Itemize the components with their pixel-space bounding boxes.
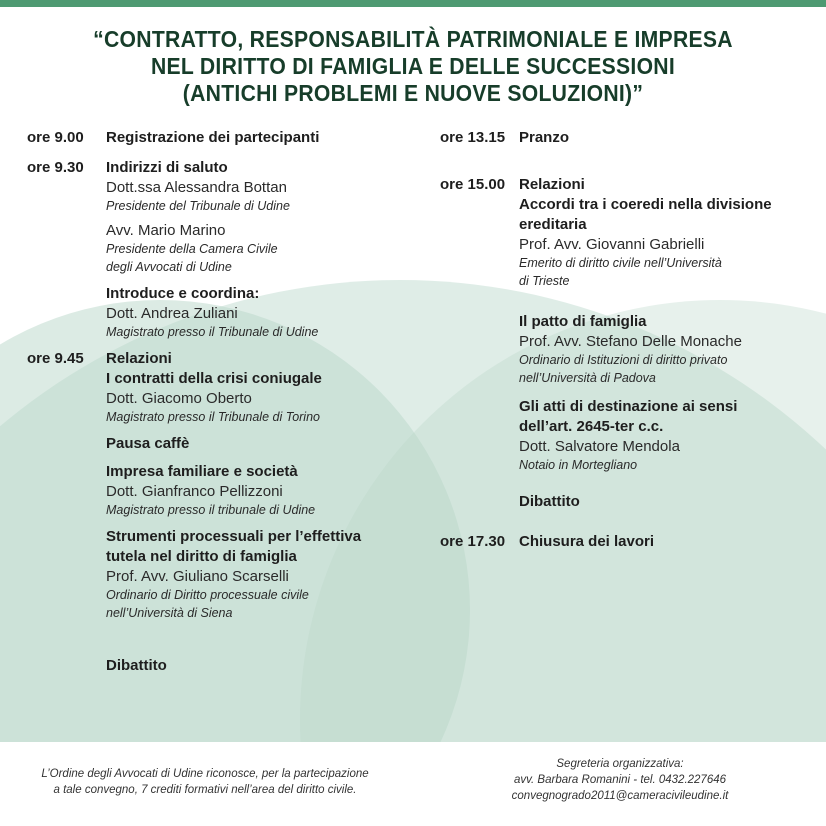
slot-heading: Pranzo — [519, 129, 570, 146]
slot-time: ore 15.00 — [440, 176, 506, 193]
speaker-name: Dott. Salvatore Mendola — [519, 438, 680, 455]
talk-title: ereditaria — [519, 216, 587, 233]
credits-note — [40, 766, 370, 798]
slot-time: ore 17.30 — [440, 533, 506, 550]
slot-afternoon-talks — [440, 175, 820, 512]
secretariat-contact: avv. Barbara Romanini - tel. 0432.227646 — [513, 774, 727, 786]
speaker-role: Magistrato presso il Tribunale di Torino — [106, 410, 320, 424]
debate: Dibattito — [106, 657, 167, 674]
talk-title: Impresa familiare e società — [106, 463, 298, 480]
speaker-role: nell’Università di Siena — [106, 606, 233, 620]
slot-time: ore 9.30 — [27, 159, 84, 176]
slot-heading: Relazioni — [519, 176, 585, 193]
speaker-role: Ordinario di Diritto processuale civile — [106, 588, 309, 602]
speaker-role: Presidente della Camera Civile — [106, 242, 278, 256]
organizing-secretariat — [470, 756, 770, 804]
title-line-1: “CONTRATTO, RESPONSABILITÀ PATRIMONIALE E IMPRESA — [93, 26, 733, 52]
speaker-role: Presidente del Tribunale di Udine — [106, 199, 290, 213]
talk-title: Il patto di famiglia — [519, 313, 647, 330]
secretariat-email[interactable]: convegnogrado2011@cameracivileudine.it — [511, 790, 729, 802]
slot-lunch — [440, 128, 820, 148]
intro-heading: Introduce e coordina: — [106, 285, 260, 302]
talk-title: tutela nel diritto di famiglia — [106, 548, 297, 565]
slot-morning-talks — [27, 349, 407, 676]
slot-registration — [27, 128, 407, 148]
slot-time: ore 9.00 — [27, 129, 84, 146]
slot-greetings — [27, 158, 407, 341]
speaker-role: degli Avvocati di Udine — [106, 260, 232, 274]
secretariat-label: Segreteria organizzativa: — [556, 758, 684, 770]
slot-time: ore 13.15 — [440, 129, 506, 146]
speaker-role: di Trieste — [519, 274, 570, 288]
speaker-name: Dott.ssa Alessandra Bottan — [106, 179, 287, 196]
speaker-role: Notaio in Mortegliano — [519, 458, 638, 472]
speaker-name: Dott. Gianfranco Pellizzoni — [106, 483, 283, 500]
slot-heading: Indirizzi di saluto — [106, 159, 228, 176]
slot-heading: Chiusura dei lavori — [519, 533, 655, 550]
debate: Dibattito — [519, 493, 580, 510]
coffee-break: Pausa caffè — [106, 435, 190, 452]
talk-title: I contratti della crisi coniugale — [106, 370, 322, 387]
talk-title: dell’art. 2645-ter c.c. — [519, 418, 664, 435]
talk-title: Gli atti di destinazione ai sensi — [519, 398, 738, 415]
talk-title: Accordi tra i coeredi nella divisione — [519, 196, 772, 213]
speaker-role: Magistrato presso il tribunale di Udine — [106, 503, 316, 517]
speaker-role: nell’Università di Padova — [519, 371, 656, 385]
slot-heading: Registrazione dei partecipanti — [106, 129, 320, 146]
slot-heading: Relazioni — [106, 350, 172, 367]
speaker-name: Prof. Avv. Stefano Delle Monache — [519, 333, 742, 350]
speaker-name: Prof. Avv. Giovanni Gabrielli — [519, 236, 705, 253]
event-title — [33, 26, 793, 107]
speaker-role: Ordinario di Istituzioni di diritto privato — [519, 353, 728, 367]
credits-line-1: L’Ordine degli Avvocati di Udine riconosce, per la partecipazione — [41, 768, 369, 780]
title-line-2: NEL DIRITTO DI FAMIGLIA E DELLE SUCCESSIONI — [150, 53, 676, 79]
speaker-role: Emerito di diritto civile nell’Università — [519, 256, 722, 270]
speaker-name: Dott. Andrea Zuliani — [106, 305, 238, 322]
speaker-name: Dott. Giacomo Oberto — [106, 390, 252, 407]
speaker-name: Prof. Avv. Giuliano Scarselli — [106, 568, 289, 585]
slot-closing — [440, 532, 820, 552]
program-right-column — [440, 128, 820, 552]
talk-title: Strumenti processuali per l’effettiva — [106, 528, 362, 545]
program-left-column — [27, 128, 407, 676]
speaker-name: Avv. Mario Marino — [106, 222, 226, 239]
title-line-3: (ANTICHI PROBLEMI E NUOVE SOLUZIONI)” — [182, 80, 644, 106]
credits-line-2: a tale convegno, 7 crediti formativi nell’area del diritto civile. — [53, 784, 357, 796]
speaker-role: Magistrato presso il Tribunale di Udine — [106, 325, 319, 339]
slot-time: ore 9.45 — [27, 350, 84, 367]
